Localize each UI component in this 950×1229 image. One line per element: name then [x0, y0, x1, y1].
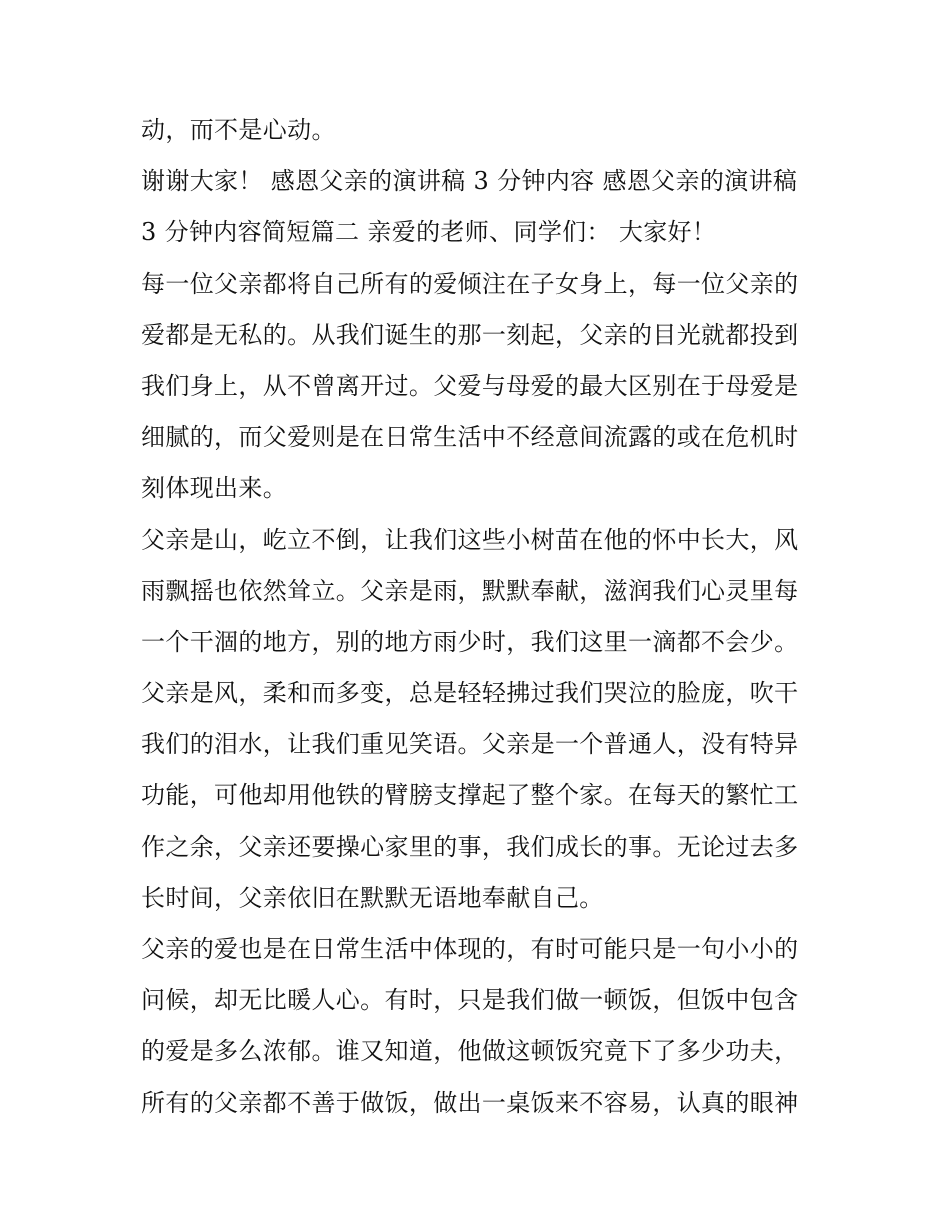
- text-line: 的爱是多么浓郁。谁又知道，他做这顿饭究竟下了多少功夫，: [141, 1037, 799, 1066]
- text-line: 动，而不是心动。: [141, 116, 336, 144]
- body-text: [141, 105, 821, 1129]
- text-line: 所有的父亲都不善于做饭，做出一桌饭来不容易，认真的眼神: [141, 1088, 799, 1117]
- text-line: 雨飘摇也依然耸立。父亲是雨，默默奉献，滋润我们心灵里每: [141, 576, 799, 605]
- text-line: 作之余，父亲还要操心家里的事，我们成长的事。无论过去多: [141, 832, 799, 861]
- text-line: 父亲是风，柔和而多变，总是轻轻拂过我们哭泣的脸庞，吹干: [141, 679, 799, 708]
- text-line: 父亲的爱也是在日常生活中体现的，有时可能只是一句小小的: [141, 935, 799, 963]
- text-line: 谢谢大家！ 感恩父亲的演讲稿 3 分钟内容 感恩父亲的演讲稿: [141, 167, 798, 196]
- text-line: 我们的泪水，让我们重见笑语。父亲是一个普通人，没有特异: [141, 730, 799, 759]
- text-line: 爱都是无私的。从我们诞生的那一刻起，父亲的目光就都投到: [141, 320, 799, 349]
- text-line: 问候，却无比暖人心。有时，只是我们做一顿饭，但饭中包含: [141, 986, 799, 1015]
- text-line: 每一位父亲都将自己所有的爱倾注在子女身上，每一位父亲的: [141, 269, 799, 298]
- text-line: 一个干涸的地方，别的地方雨少时，我们这里一滴都不会少。: [141, 627, 799, 656]
- text-line: 细腻的，而父爱则是在日常生活中不经意间流露的或在危机时: [141, 423, 799, 452]
- text-line: 父亲是山，屹立不倒，让我们这些小树苗在他的怀中长大，风: [141, 525, 799, 554]
- text-line: 3 分钟内容简短篇二 亲爱的老师、同学们： 大家好！: [141, 218, 717, 247]
- text-line: 长时间，父亲依旧在默默无语地奉献自己。: [141, 883, 604, 912]
- text-line: 刻体现出来。: [141, 474, 288, 503]
- text-line: 我们身上，从不曾离开过。父爱与母爱的最大区别在于母爱是: [141, 371, 799, 400]
- text-line: 功能，可他却用他铁的臂膀支撑起了整个家。在每天的繁忙工: [141, 781, 799, 810]
